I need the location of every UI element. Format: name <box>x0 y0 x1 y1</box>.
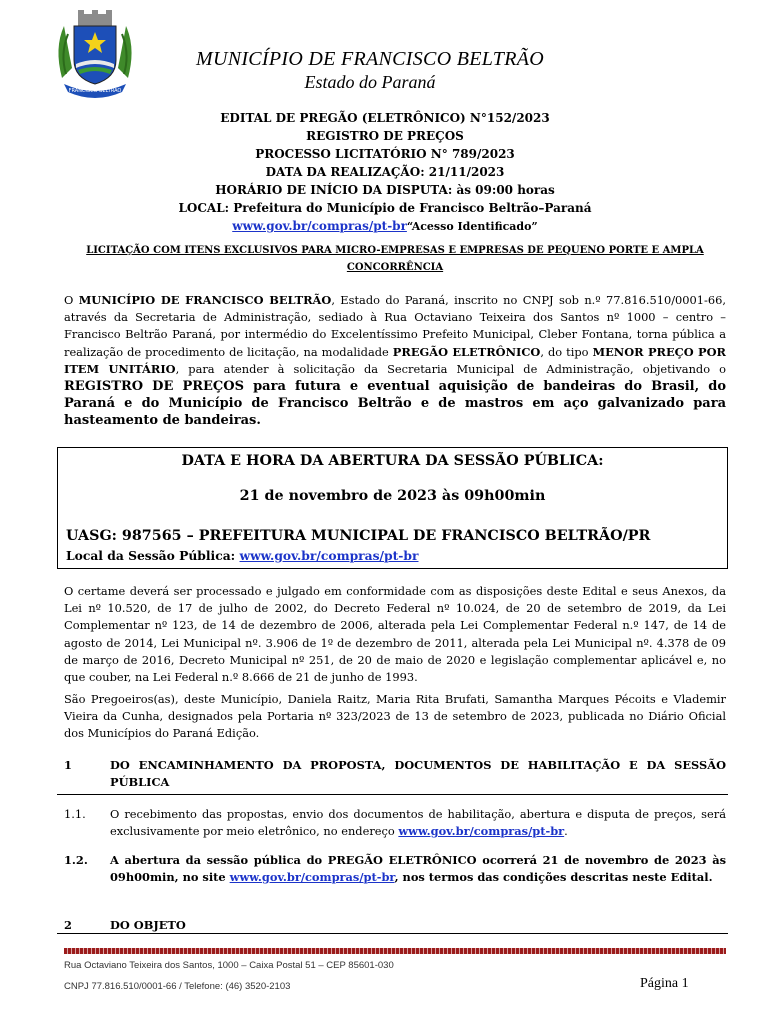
section-body: O recebimento das propostas, envio dos documentos de habilitação, abertura e disputa de preços, será exclusivamente por meio eletrônico, no endereço <box>110 807 726 838</box>
footer-contact: CNPJ 77.816.510/0001-66 / Telefone: (46) 3520-2103 <box>64 981 291 992</box>
municipality-title: MUNICÍPIO DE FRANCISCO BELTRÃO <box>195 48 544 70</box>
session-title: DATA E HORA DA ABERTURA DA SESSÃO PÚBLICA: <box>181 453 604 469</box>
horario-disputa: HORÁRIO DE INÍCIO DA DISPUTA: às 09:00 horas <box>215 183 555 197</box>
session-box <box>57 447 728 569</box>
section-title: DO OBJETO <box>110 918 186 932</box>
section-number: 1.2. <box>64 853 88 867</box>
session-link[interactable]: www.gov.br/compras/pt-br <box>239 548 419 563</box>
exclusive-notice: LICITAÇÃO COM ITENS EXCLUSIVOS PARA MICRO-EMPRESAS E EMPRESAS DE PEQUENO PORTE E AMPLA CONCORRÊNCIA <box>86 245 704 273</box>
section-divider <box>57 794 728 795</box>
footer-rule <box>64 948 726 954</box>
compras-link[interactable]: www.gov.br/compras/pt-br <box>232 219 407 233</box>
intro-text: , para atender à solicitação da Secretaria Municipal de Administração, objetivando o <box>175 361 726 376</box>
section-number: 1 <box>64 758 72 772</box>
section-end: . <box>564 824 568 838</box>
intro-text: , Estado do Paraná, inscrito no CNPJ sob n.º 77.816.510/0001-66, através da Secretaria de Administração, sediado à Rua Octaviano Teixeira dos Santos nº 1000 – centro – Francisco Beltrão Paraná, por intermédio do Excelentíssimo Prefeito Municipal, Cleber Fontana, torna pública a realização de procedimento de licitação, na modalidade <box>64 293 726 359</box>
intro-paragraph <box>64 292 726 430</box>
section-divider <box>57 933 728 934</box>
legal-paragraph: O certame deverá ser processado e julgado em conformidade com as disposições deste Edital e seus Anexos, da Lei nº 10.520, de 17 de julho de 2002, do Decreto Federal nº 10.024, de 20 de setembro de 2019, da Lei Complementar nº 123, de 14 de dezembro de 2006, alterada pela Lei Complementar Federal n.º 147, de 14 de agosto de 2014, Lei Municipal nº. 3.906 de 1º de dezembro de 2011, alterada pela Lei Municipal nº. 4.378 de 09 de março de 2016, Decreto Municipal nº 251, de 20 de maio de 2020 e legislação complementar aplicável e, no que couber, na Lei Federal n.º 8.666 de 21 de junho de 1993. <box>64 584 726 685</box>
section-text <box>110 806 726 840</box>
section-number: 2 <box>64 918 72 932</box>
edital-number: EDITAL DE PREGÃO (ELETRÔNICO) N°152/2023 <box>220 111 550 125</box>
uasg-line: UASG: 987565 – PREFEITURA MUNICIPAL DE FRANCISCO BELTRÃO/PR <box>66 528 651 544</box>
data-realizacao: DATA DA REALIZAÇÃO: 21/11/2023 <box>265 165 505 179</box>
state-subtitle: Estado do Paraná <box>304 72 436 92</box>
section-end: , nos termos das condições descritas neste Edital. <box>394 870 713 884</box>
local-line: LOCAL: Prefeitura do Município de Francisco Beltrão–Paraná <box>178 201 592 215</box>
processo-licitatorio: PROCESSO LICITATÓRIO N° 789/2023 <box>255 147 515 161</box>
page-number: Página 1 <box>640 976 689 991</box>
edital-header <box>120 109 650 236</box>
intro-municipality: MUNICÍPIO DE FRANCISCO BELTRÃO <box>78 293 332 307</box>
compras-link[interactable]: www.gov.br/compras/pt-br <box>398 824 565 838</box>
section-title: DO ENCAMINHAMENTO DA PROPOSTA, DOCUMENTOS DE HABILITAÇÃO E DA SESSÃO PÚBLICA <box>110 758 726 789</box>
access-note: “Acesso Identificado” <box>406 220 538 233</box>
footer-address: Rua Octaviano Teixeira dos Santos, 1000 – Caixa Postal 51 – CEP 85601-030 <box>64 960 394 971</box>
intro-text: O <box>64 293 79 307</box>
section-text <box>110 852 726 886</box>
svg-text:FRANCISCO BELTRÃO: FRANCISCO BELTRÃO <box>68 88 122 94</box>
section-body: A abertura da sessão pública do PREGÃO ELETRÔNICO ocorrerá 21 de novembro de 2023 às 09h00min, no site <box>110 853 726 884</box>
registro-precos: REGISTRO DE PREÇOS <box>306 129 464 143</box>
session-datetime: 21 de novembro de 2023 às 09h00min <box>239 488 546 504</box>
access-line <box>120 217 650 236</box>
pregoeiros-paragraph: São Pregoeiros(as), deste Município, Daniela Raitz, Maria Rita Brufati, Samantha Marques Pécoits e Vlademir Vieira da Cunha, designados pela Portaria nº 323/2023 de 13 de setembro de 2023, publicada no Diário Oficial dos Municípios do Paraná Edição. <box>64 692 726 741</box>
intro-object: REGISTRO DE PREÇOS para futura e eventual aquisição de bandeiras do Brasil, do Paraná e do Município de Francisco Beltrão e de mastros em aço galvanizado para hasteamento de bandeiras. <box>64 379 726 429</box>
compras-link[interactable]: www.gov.br/compras/pt-br <box>229 870 395 884</box>
intro-modality: PREGÃO ELETRÔNICO <box>392 344 541 359</box>
intro-type: MENOR PREÇO POR ITEM UNITÁRIO <box>64 344 726 376</box>
intro-text: , do tipo <box>540 344 593 359</box>
section-number: 1.1. <box>64 807 86 821</box>
session-local <box>66 548 419 563</box>
municipal-coat-of-arms <box>50 8 140 100</box>
session-local-label: Local da Sessão Pública: <box>66 548 240 563</box>
